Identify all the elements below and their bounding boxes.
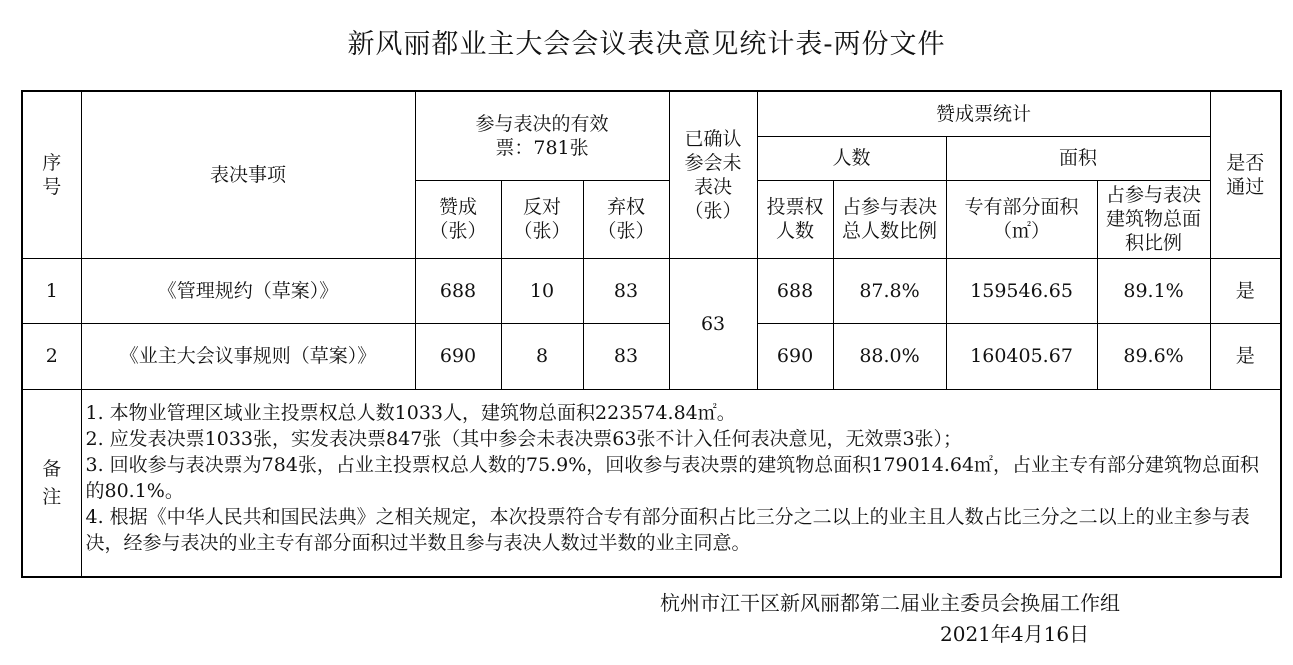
header-valid-votes: 参与表决的有效票：781张 (415, 91, 669, 180)
header-matter: 表决事项 (81, 91, 415, 258)
header-people: 人数 (757, 136, 946, 180)
row-people-ratio: 88.0% (833, 323, 946, 389)
row-approve: 690 (415, 323, 501, 389)
notes-label: 备注 (22, 389, 81, 577)
vote-statistics-table (21, 90, 1282, 578)
row-oppose: 8 (501, 323, 583, 389)
issue-date: 2021年4月16日 (940, 622, 1090, 646)
header-oppose: 反对（张） (501, 180, 583, 258)
row-seq: 2 (22, 323, 81, 389)
header-voters: 投票权人数 (757, 180, 833, 258)
note-item: 1. 本物业管理区域业主投票权总人数1033人，建筑物总面积223574.84㎡。 (85, 401, 736, 424)
header-approve-stats: 赞成票统计 (757, 91, 1210, 136)
header-row-1 (22, 91, 1281, 136)
row-area: 159546.65 (946, 258, 1097, 323)
header-area-exclusive: 专有部分面积（㎡） (946, 180, 1097, 258)
header-confirmed-not-voted: 已确认参会未表决（张） (669, 91, 757, 258)
header-area-ratio: 占参与表决建筑物总面积比例 (1097, 180, 1210, 258)
row-oppose: 10 (501, 258, 583, 323)
note-item: 4. 根据《中华人民共和国民法典》之相关规定，本次投票符合专有部分面积占比三分之二以上的业主且人数占比三分之二以上的业主参与表决，经参与表决的业主专有部分面积过半数且参与表决人数过半数的业主同意。 (85, 505, 1250, 554)
row-people-ratio: 87.8% (833, 258, 946, 323)
row-confirmed-not-voted: 63 (669, 258, 757, 389)
note-item: 2. 应发表决票1033张，实发表决票847张（其中参会未表决票63张不计入任何表决意见，无效票3张）； (85, 427, 963, 450)
header-passed: 是否通过 (1210, 91, 1281, 258)
row-area-ratio: 89.1% (1097, 258, 1210, 323)
note-item: 3. 回收参与表决票为784张，占业主投票权总人数的75.9%，回收参与表决票的建筑物总面积179014.64㎡，占业主专有部分建筑物总面积的80.1%。 (85, 453, 1260, 502)
header-approve: 赞成（张） (415, 180, 501, 258)
table-row (22, 258, 1281, 323)
header-area: 面积 (946, 136, 1210, 180)
row-passed: 是 (1210, 258, 1281, 323)
row-matter: 《业主大会议事规则（草案）》 (81, 323, 415, 389)
notes-row (22, 389, 1281, 577)
row-seq: 1 (22, 258, 81, 323)
issuing-organization: 杭州市江干区新风丽都第二届业主委员会换届工作组 (660, 591, 1120, 615)
row-area: 160405.67 (946, 323, 1097, 389)
row-matter: 《管理规约（草案）》 (81, 258, 415, 323)
row-area-ratio: 89.6% (1097, 323, 1210, 389)
row-voters: 690 (757, 323, 833, 389)
page-title: 新风丽都业主大会会议表决意见统计表-两份文件 (347, 29, 946, 60)
notes-content (81, 389, 1281, 577)
header-seq: 序号 (22, 91, 81, 258)
row-voters: 688 (757, 258, 833, 323)
row-abstain: 83 (583, 258, 669, 323)
row-approve: 688 (415, 258, 501, 323)
row-abstain: 83 (583, 323, 669, 389)
row-passed: 是 (1210, 323, 1281, 389)
header-people-ratio: 占参与表决总人数比例 (833, 180, 946, 258)
header-abstain: 弃权（张） (583, 180, 669, 258)
table-row (22, 323, 1281, 389)
